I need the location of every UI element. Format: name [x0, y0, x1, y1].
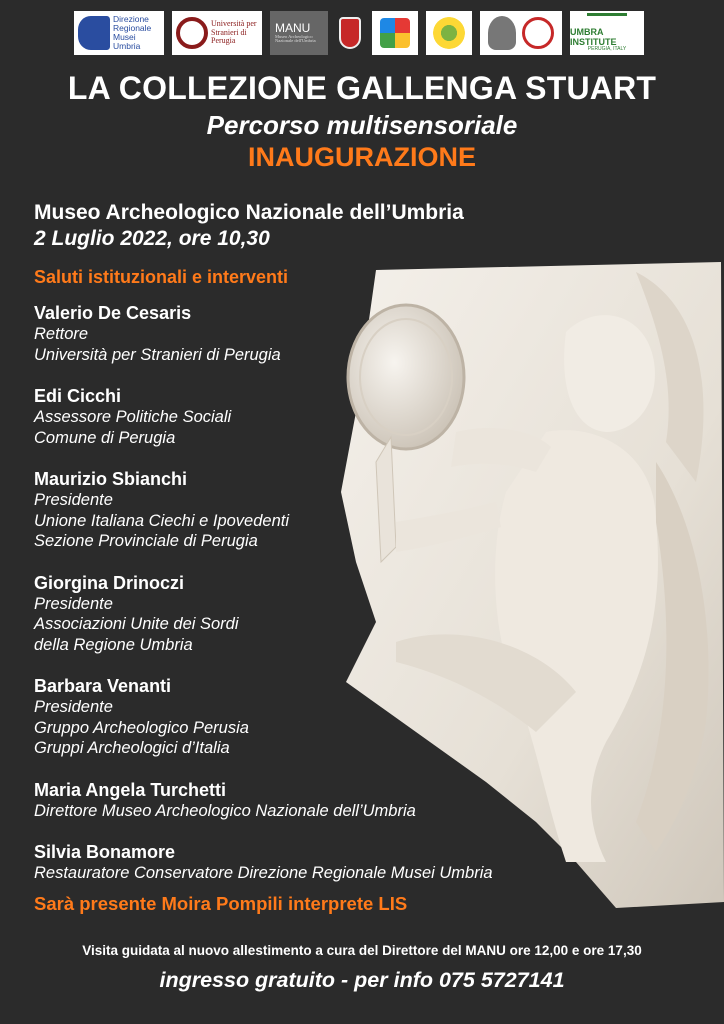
page-title: LA COLLEZIONE GALLENGA STUART [67, 70, 657, 106]
speaker-organization-detail: Sezione Provinciale di Perugia [34, 532, 258, 550]
speaker-name: Maurizio Sbianchi [34, 469, 188, 489]
speaker-role: Presidente [34, 491, 113, 509]
speaker-name: Giorgina Drinoczi [34, 572, 185, 593]
speaker-item [34, 779, 594, 822]
guided-visit-note: Visita guidata al nuovo allestimento a cura del Direttore del MANU ore 12,00 e ore 17,30 [82, 943, 642, 958]
speaker-name: Valerio De Cesaris [34, 303, 192, 323]
speaker-role: Assessore Politiche Sociali [34, 408, 232, 426]
direzione-musei-logo [74, 11, 164, 55]
profile-head-icon [78, 16, 110, 50]
association-logo [372, 11, 418, 55]
universita-logo-text: Università per Stranieri di Perugia [211, 19, 257, 46]
speaker-name: Barbara Venanti [34, 676, 172, 696]
speaker-item [34, 841, 594, 884]
speaker-organization: Unione Italiana Ciechi e Ipovedenti [34, 511, 290, 530]
umbra-logo-text: UMBRA INSTITUTE [570, 27, 617, 47]
manu-logo [270, 11, 328, 55]
umbra-roof-icon [587, 13, 627, 28]
archeological-groups-logo [480, 11, 562, 55]
direzione-logo-text: Direzione Regionale Musei Umbria [113, 14, 152, 51]
speaker-name: Maria Angela Turchetti [34, 779, 227, 800]
speaker-role: Direttore Museo Archeologico Nazionale dell’Umbria [34, 801, 416, 820]
universita-stranieri-logo [172, 11, 262, 55]
manu-logo-subtext: Museo Archeologico Nazionale dell'Umbria [275, 33, 316, 44]
group-seal-icon [522, 17, 554, 49]
speaker-role: Restauratore Conservatore Direzione Regionale Musei Umbria [34, 864, 493, 882]
logo-bar [74, 10, 654, 56]
sunflower-icon [433, 17, 465, 49]
speaker-item [34, 385, 594, 448]
statue-icon [488, 16, 516, 50]
speaker-organization-detail: Gruppi Archeologici d’Italia [34, 739, 230, 757]
speaker-item [34, 675, 594, 759]
speaker-item [34, 302, 594, 365]
section-title: Saluti istituzionali e interventi [34, 267, 289, 287]
speaker-role: Rettore [34, 325, 89, 343]
manu-logo-text: MANU [275, 20, 311, 35]
colorful-square-icon [380, 18, 410, 48]
event-datetime: 2 Luglio 2022, ore 10,30 [34, 227, 270, 250]
perugia-crest-logo [336, 11, 364, 55]
crest-icon [339, 17, 361, 49]
speaker-list [34, 302, 594, 884]
footer-info: ingresso gratuito - per info 075 5727141 [159, 968, 565, 992]
speaker-organization: Associazioni Unite dei Sordi [34, 615, 239, 633]
speaker-organization-detail: della Regione Umbria [34, 635, 193, 654]
venue-name: Museo Archeologico Nazionale dell’Umbria [34, 201, 464, 224]
university-seal-icon [176, 17, 208, 49]
speaker-name: Edi Cicchi [34, 386, 122, 406]
umbra-institute-logo [570, 11, 644, 55]
interpreter-note: Sarà presente Moira Pompili interprete LIS [34, 893, 408, 914]
page-subtitle: Percorso multisensoriale [206, 110, 518, 140]
speaker-name: Silvia Bonamore [34, 842, 176, 862]
speaker-role: Presidente [34, 698, 113, 716]
speaker-organization: Università per Stranieri di Perugia [34, 345, 281, 364]
sun-association-logo [426, 11, 472, 55]
speaker-organization: Comune di Perugia [34, 428, 176, 447]
speaker-item [34, 468, 594, 552]
speaker-organization: Gruppo Archeologico Perusia [34, 718, 249, 737]
speaker-role: Presidente [34, 594, 113, 613]
umbra-logo-subtext: PERUGIA, ITALY [587, 46, 627, 53]
speaker-item [34, 572, 594, 656]
event-label: INAUGURAZIONE [248, 142, 476, 172]
